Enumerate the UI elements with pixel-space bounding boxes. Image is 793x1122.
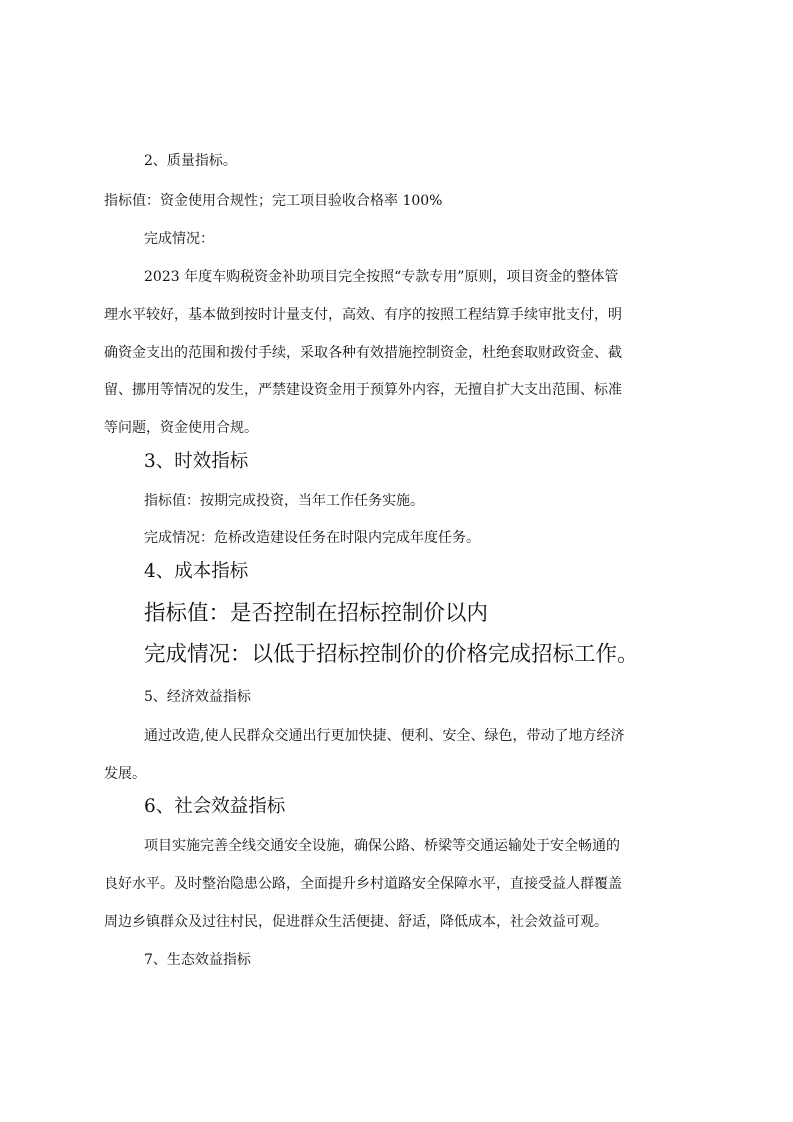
quality-body-line: 确资金支出的范围和拨付手续，采取各种有效措施控制资金，杜绝套取财政资金、截 [104, 345, 622, 361]
social-body-line: 周边乡镇群众及过往村民，促进群众生活便捷、舒适，降低成本，社会效益可观。 [104, 914, 608, 930]
cost-status: 完成情况：以低于招标控制价的价格完成招标工作。 [144, 642, 639, 667]
economic-heading: 5、经济效益指标 [144, 689, 251, 705]
economic-body-line: 通过改造,使人民群众交通出行更加快捷、便利、安全、绿色，带动了地方经济 [144, 728, 625, 744]
quality-body-line: 等问题，资金使用合规。 [104, 420, 258, 436]
quality-target: 指标值：资金使用合规性；完工项目验收合格率 100% [104, 193, 443, 209]
economic-body-line: 发展。 [104, 766, 146, 782]
social-body-line: 项目实施完善全线交通安全设施，确保公路、桥梁等交通运输处于安全畅通的 [144, 838, 620, 854]
cost-heading: 4、成本指标 [144, 561, 249, 582]
timeliness-target: 指标值：按期完成投资，当年工作任务实施。 [144, 493, 424, 509]
ecological-heading: 7、生态效益指标 [144, 952, 251, 968]
timeliness-heading: 3、时效指标 [144, 451, 249, 472]
quality-status-label: 完成情况： [144, 231, 214, 247]
social-heading: 6、社会效益指标 [144, 796, 286, 817]
social-body-line: 良好水平。及时整治隐患公路，全面提升乡村道路安全保障水平，直接受益人群覆盖 [104, 876, 622, 892]
quality-body-line: 留、挪用等情况的发生，严禁建设资金用于预算外内容，无擅自扩大支出范围、标准 [104, 382, 622, 398]
timeliness-status: 完成情况：危桥改造建设任务在时限内完成年度任务。 [144, 530, 480, 546]
cost-target: 指标值：是否控制在招标控制价以内 [144, 601, 489, 626]
quality-heading: 2、质量指标。 [144, 153, 237, 169]
quality-body-line: 2023 年度车购税资金补助项目完全按照“专款专用”原则，项目资金的整体管 [144, 269, 619, 285]
quality-body-line: 理水平较好，基本做到按时计量支付，高效、有序的按照工程结算手续审批支付，明 [104, 307, 622, 323]
